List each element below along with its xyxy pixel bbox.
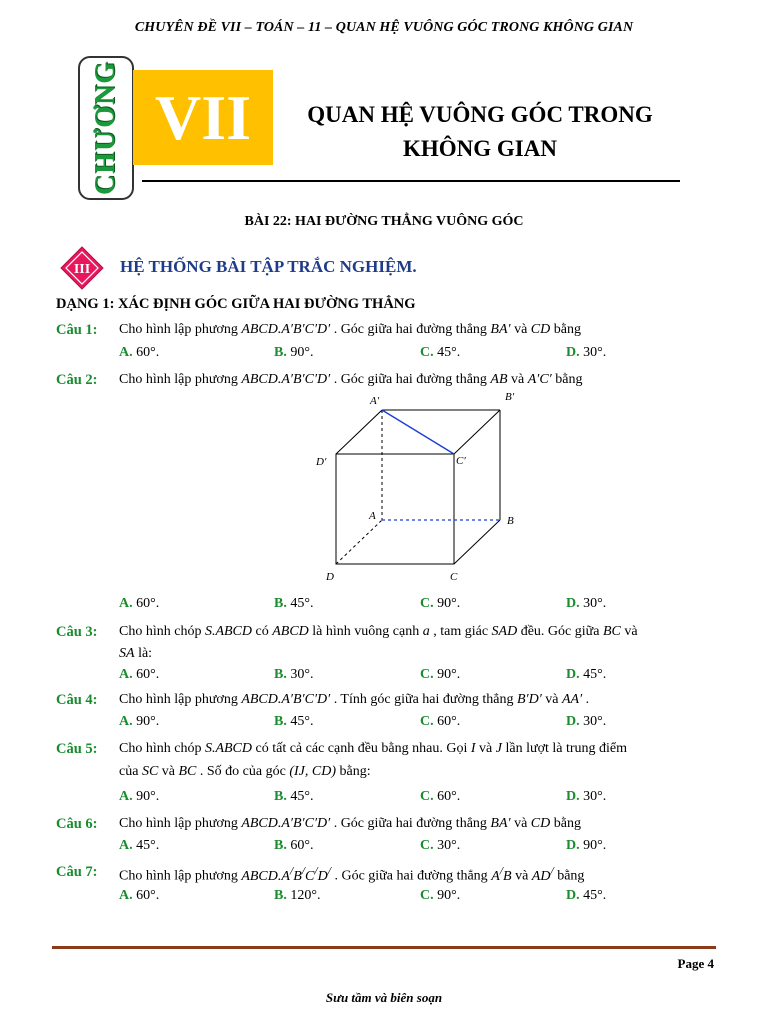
answer-value: 45°. (136, 838, 160, 853)
section-title: HỆ THỐNG BÀI TẬP TRẮC NGHIỆM. (120, 257, 417, 276)
chapter-number: VII (154, 82, 252, 153)
answer-option[interactable] (420, 888, 460, 904)
topic-heading: DẠNG 1: XÁC ĐỊNH GÓC GIỮA HAI ĐƯỜNG THẲNG (56, 296, 416, 312)
answer-letter: B. (274, 596, 287, 611)
answer-letter: D. (566, 714, 580, 729)
answer-option[interactable] (274, 596, 313, 612)
question-label: Câu 5: (56, 741, 98, 757)
answer-option[interactable] (420, 345, 460, 361)
question-text: Cho hình lập phương ABCD.A′B′C′D′ . Góc giữa hai đường thẳng BA′ và CD bằng (119, 816, 581, 831)
answer-value: 30°. (437, 838, 461, 853)
answer-value: 60°. (136, 345, 160, 360)
question-label: Câu 4: (56, 692, 98, 708)
label-b1: B′ (505, 391, 515, 403)
answer-option[interactable] (566, 888, 606, 904)
answer-value: 45°. (290, 596, 314, 611)
answer-letter: A. (119, 714, 133, 729)
answer-option[interactable] (119, 838, 159, 854)
answer-value: 30°. (290, 667, 314, 682)
answer-option[interactable] (566, 596, 606, 612)
answer-value: 60°. (136, 888, 160, 903)
answer-value: 120°. (290, 888, 321, 903)
page-number: Page 4 (677, 956, 714, 971)
question-text-continued: của SC và BC . Số đo của góc (IJ, CD) bằng: (119, 764, 371, 779)
answer-letter: C. (420, 714, 434, 729)
answer-value: 60°. (437, 714, 461, 729)
answer-letter: B. (274, 714, 287, 729)
answer-option[interactable] (420, 838, 460, 854)
answer-option[interactable] (119, 596, 159, 612)
answer-letter: C. (420, 596, 434, 611)
answer-option[interactable] (119, 667, 159, 683)
answer-letter: B. (274, 345, 287, 360)
answer-value: 45°. (583, 667, 607, 682)
answer-value: 60°. (136, 667, 160, 682)
answer-letter: D. (566, 838, 580, 853)
answer-letter: A. (119, 838, 133, 853)
section-badge-icon (60, 246, 104, 290)
answer-letter: B. (274, 667, 287, 682)
answer-value: 30°. (583, 345, 607, 360)
answer-value: 45°. (583, 888, 607, 903)
answer-letter: B. (274, 888, 287, 903)
answer-letter: A. (119, 888, 133, 903)
answer-value: 45°. (437, 345, 461, 360)
answer-letter: B. (274, 838, 287, 853)
answer-option[interactable] (274, 667, 313, 683)
answer-value: 45°. (290, 789, 314, 804)
answer-option[interactable] (274, 789, 313, 805)
answer-option[interactable] (119, 789, 159, 805)
question-text: Cho hình chóp S.ABCD có tất cả các cạnh đều bằng nhau. Gọi I và J lần lượt là trung điểm (119, 741, 628, 756)
answer-value: 90°. (583, 838, 607, 853)
label-c1: C′ (456, 455, 466, 467)
chapter-title (275, 98, 685, 166)
answer-letter: D. (566, 596, 580, 611)
footer-divider (52, 946, 716, 949)
footer-credit: Sưu tầm và biên soạn (325, 990, 443, 1005)
chapter-number-box (133, 70, 273, 165)
question-label: Câu 3: (56, 624, 98, 640)
question-label: Câu 6: (56, 816, 98, 832)
label-d: D (326, 571, 334, 583)
chapter-title-line2: KHÔNG GIAN (403, 136, 557, 161)
answer-option[interactable] (566, 345, 606, 361)
answer-option[interactable] (119, 714, 159, 730)
question-text: Cho hình lập phương ABCD.A′B′C′D′ . Góc giữa hai đường thẳng BA′ và CD bằng (119, 322, 581, 337)
label-d1: D′ (316, 456, 327, 468)
question-label: Câu 2: (56, 372, 98, 388)
question-label: Câu 1: (56, 322, 98, 338)
question-label: Câu 7: (56, 864, 98, 880)
answer-value: 30°. (583, 596, 607, 611)
answer-option[interactable] (274, 714, 313, 730)
chapter-word-box (78, 56, 134, 200)
answer-option[interactable] (566, 714, 606, 730)
label-a1: A′ (370, 395, 380, 407)
chapter-title-line1: QUAN HỆ VUÔNG GÓC TRONG (307, 102, 653, 127)
answer-value: 60°. (136, 596, 160, 611)
answer-option[interactable] (420, 714, 460, 730)
answer-option[interactable] (566, 838, 606, 854)
answer-letter: C. (420, 345, 434, 360)
answer-letter: B. (274, 789, 287, 804)
answer-value: 90°. (437, 888, 461, 903)
answer-option[interactable] (274, 888, 320, 904)
answer-value: 30°. (583, 789, 607, 804)
answer-option[interactable] (420, 596, 460, 612)
answer-option[interactable] (420, 789, 460, 805)
answer-letter: A. (119, 667, 133, 682)
section-badge-text: III (73, 262, 91, 277)
title-divider (142, 180, 680, 182)
label-b: B (507, 515, 514, 527)
lesson-title: BÀI 22: HAI ĐƯỜNG THẲNG VUÔNG GÓC (244, 214, 524, 229)
answer-value: 60°. (437, 789, 461, 804)
question-text: Cho hình lập phương ABCD.A′B′C′D′ . Tính góc giữa hai đường thẳng B′D′ và AA′ . (119, 692, 590, 707)
answer-letter: D. (566, 345, 580, 360)
question-text: Cho hình chóp S.ABCD có ABCD là hình vuông cạnh a , tam giác SAD đều. Góc giữa BC và (119, 624, 638, 639)
answer-value: 90°. (136, 714, 160, 729)
question-text: Cho hình lập phương ABCD.A′B′C′D′ . Góc giữa hai đường thẳng AB và A′C′ bằng (119, 372, 583, 387)
answer-value: 30°. (583, 714, 607, 729)
answer-value: 90°. (437, 596, 461, 611)
answer-letter: A. (119, 789, 133, 804)
label-c: C (450, 571, 458, 583)
answer-option[interactable] (566, 667, 606, 683)
answer-option[interactable] (119, 888, 159, 904)
answer-letter: C. (420, 789, 434, 804)
answer-letter: D. (566, 667, 580, 682)
answer-value: 90°. (136, 789, 160, 804)
cube-figure (310, 388, 530, 588)
answer-value: 90°. (290, 345, 314, 360)
answer-option[interactable] (274, 345, 313, 361)
answer-letter: C. (420, 888, 434, 903)
answer-letter: A. (119, 596, 133, 611)
answer-letter: C. (420, 838, 434, 853)
answer-option[interactable] (274, 838, 313, 854)
running-header: CHUYÊN ĐỀ VII – TOÁN – 11 – QUAN HỆ VUÔNG GÓC TRONG KHÔNG GIAN (134, 20, 634, 35)
answer-option[interactable] (566, 789, 606, 805)
label-a: A (369, 510, 376, 522)
question-text-continued: SA là: (119, 646, 153, 661)
answer-option[interactable] (420, 667, 460, 683)
answer-letter: D. (566, 888, 580, 903)
question-text: Cho hình lập phương ABCD.A/B/C/D/ . Góc giữa hai đường thẳng A/B và AD/ bằng (119, 864, 585, 884)
answer-value: 45°. (290, 714, 314, 729)
answer-value: 90°. (437, 667, 461, 682)
answer-option[interactable] (119, 345, 159, 361)
answer-letter: D. (566, 789, 580, 804)
answer-value: 60°. (290, 838, 314, 853)
answer-letter: A. (119, 345, 133, 360)
answer-letter: C. (420, 667, 434, 682)
chapter-word: CHƯƠNG (90, 60, 121, 196)
